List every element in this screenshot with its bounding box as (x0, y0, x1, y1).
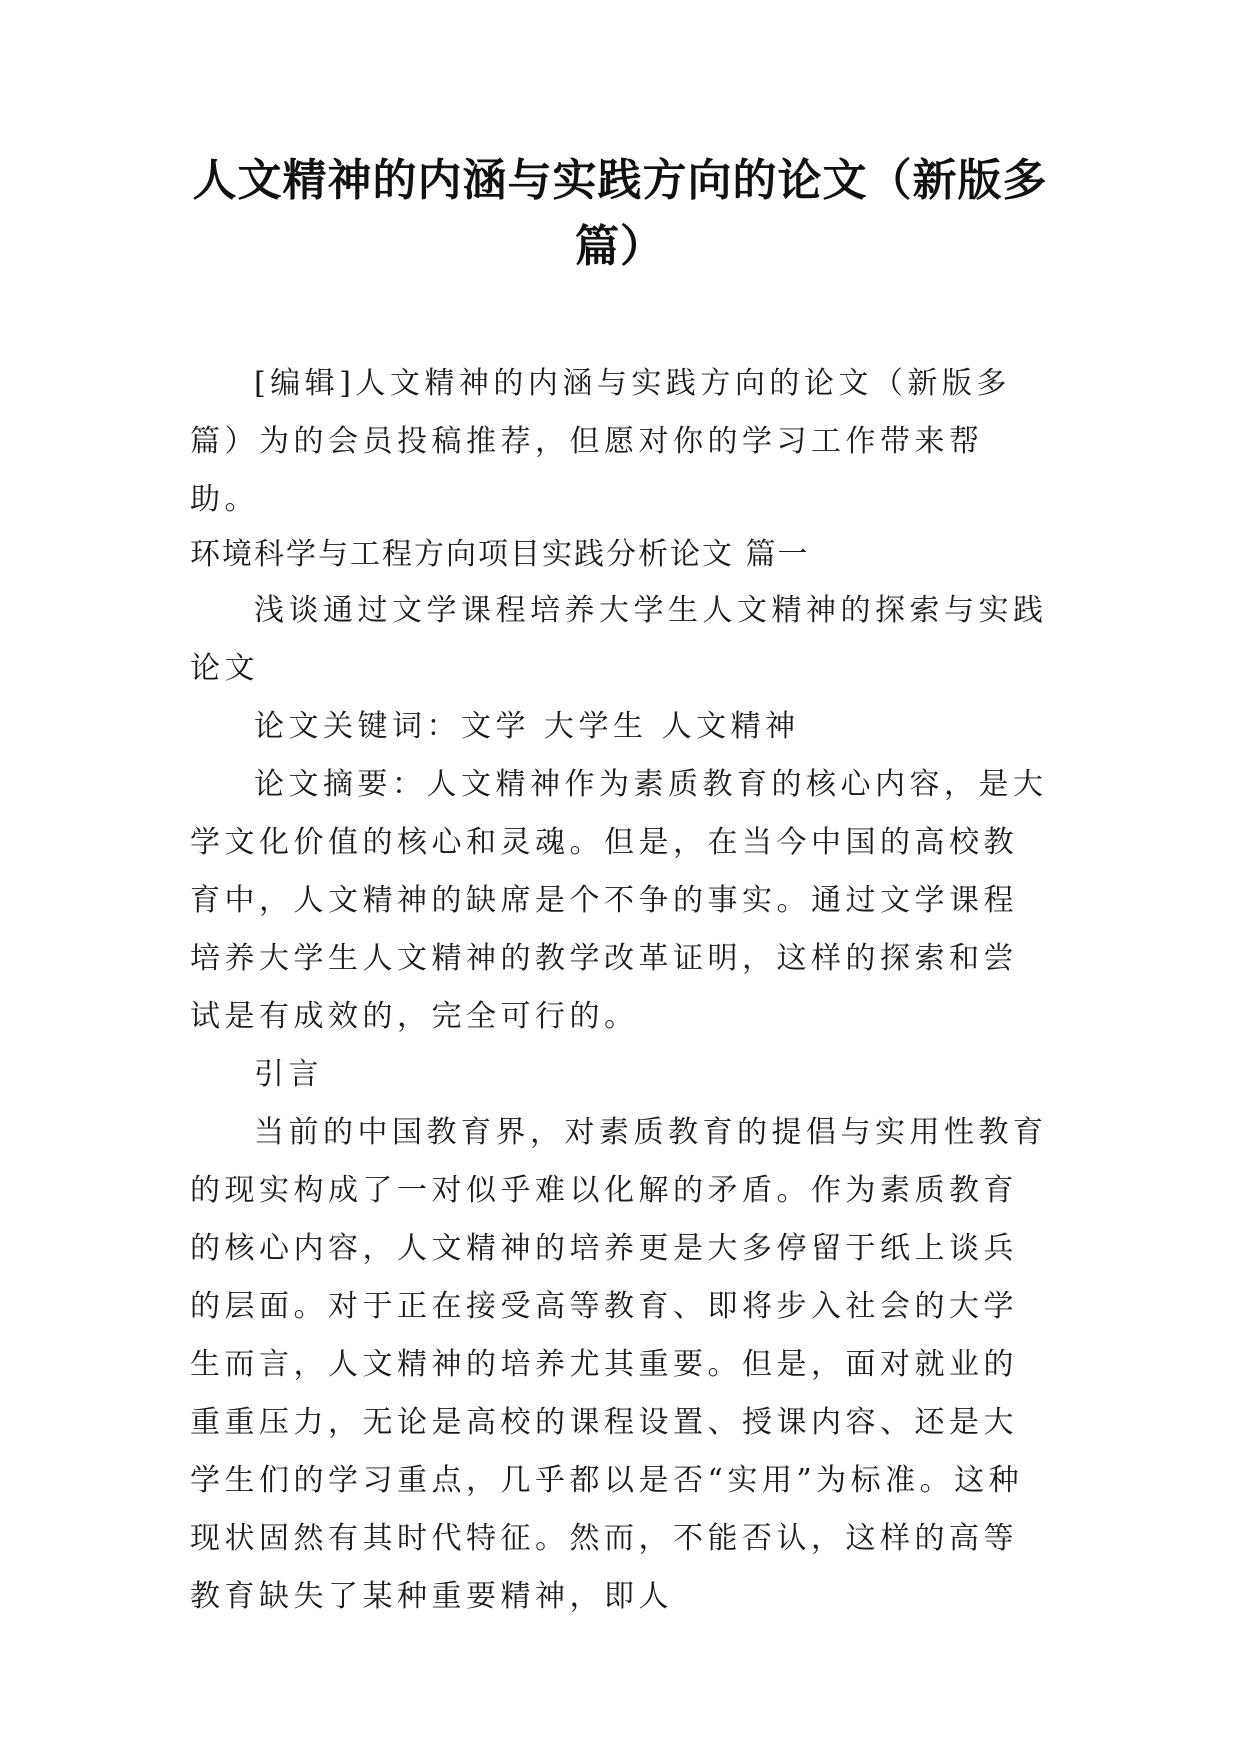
article-body (190, 582, 1050, 1626)
abstract-paragraph: 论文摘要：人文精神作为素质教育的核心内容，是大学文化价值的核心和灵魂。但是，在当今中国的高校教育中，人文精神的缺席是个不争的事实。通过文学课程培养大学生人文精神的教学改革证明，这样的探索和尝试是有成效的，完全可行的。 (190, 767, 1048, 1034)
document-title: 人文精神的内涵与实践方向的论文（新版多篇） (192, 155, 1048, 272)
section-heading: 环境科学与工程方向项目实践分析论文 篇一 (190, 537, 810, 572)
introduction-heading: 引言 (254, 1057, 323, 1092)
body-paragraph: 当前的中国教育界，对素质教育的提倡与实用性教育的现实构成了一对似乎难以化解的矛盾。作为素质教育的核心内容，人文精神的培养更是大多停留于纸上谈兵的层面。对于正在接受高等教育、即将步入社会的大学生而言，人文精神的培养尤其重要。但是，面对就业的重重压力，无论是高校的课程设置、授课内容、还是大学生们的学习重点，几乎都以是否“实用”为标准。这种现状固然有其时代特征。然而，不能否认，这样的高等教育缺失了某种重要精神，即人 (190, 1115, 1048, 1614)
keywords-paragraph: 论文关键词：文学 大学生 人文精神 (254, 709, 800, 744)
paper-title-paragraph: 浅谈通过文学课程培养大学生人文精神的探索与实践论文 (190, 593, 1048, 686)
intro-paragraph: [编辑]人文精神的内涵与实践方向的论文（新版多篇）为的会员投稿推荐，但愿对你的学习工作带来帮助。 (190, 366, 1011, 517)
